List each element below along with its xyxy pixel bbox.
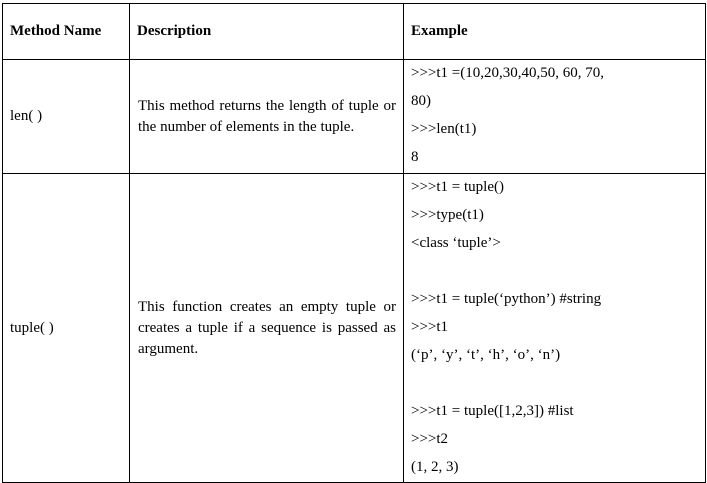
example-line: (‘p’, ‘y’, ‘t’, ‘h’, ‘o’, ‘n’) (411, 347, 561, 363)
description-cell: This method returns the length of tuple or the number of elements in the tuple. (130, 60, 404, 174)
example-line: 80) (411, 93, 431, 109)
header-description: Description (130, 4, 404, 60)
example-line: >>>len(t1) (411, 121, 477, 137)
example-line: >>>type(t1) (411, 207, 484, 223)
method-name-cell: tuple( ) (3, 174, 130, 483)
example-line: >>>t1 = tuple([1,2,3]) #list (411, 403, 574, 419)
example-line: 8 (411, 149, 419, 165)
example-cell (404, 60, 706, 174)
example-line: >>>t2 (411, 431, 449, 447)
methods-table (2, 3, 706, 483)
description-cell: This function creates an empty tuple or creates a tuple if a sequence is passed as argument. (130, 174, 404, 483)
example-blank-line (411, 370, 699, 398)
example-line: >>>t1 =(10,20,30,40,50, 60, 70, (411, 65, 605, 81)
example-line: >>>t1 (411, 319, 449, 335)
example-line: >>>t1 = tuple() (411, 179, 504, 195)
example-cell (404, 174, 706, 483)
example-line: (1, 2, 3) (411, 459, 459, 475)
header-example: Example (404, 4, 706, 60)
example-line: <class ‘tuple’> (411, 235, 501, 251)
table-row (3, 60, 706, 174)
example-line: >>>t1 = tuple(‘python’) #string (411, 291, 602, 307)
table-row (3, 174, 706, 483)
header-row (3, 4, 706, 60)
method-name-cell: len( ) (3, 60, 130, 174)
header-method-name: Method Name (3, 4, 130, 60)
example-blank-line (411, 258, 699, 286)
